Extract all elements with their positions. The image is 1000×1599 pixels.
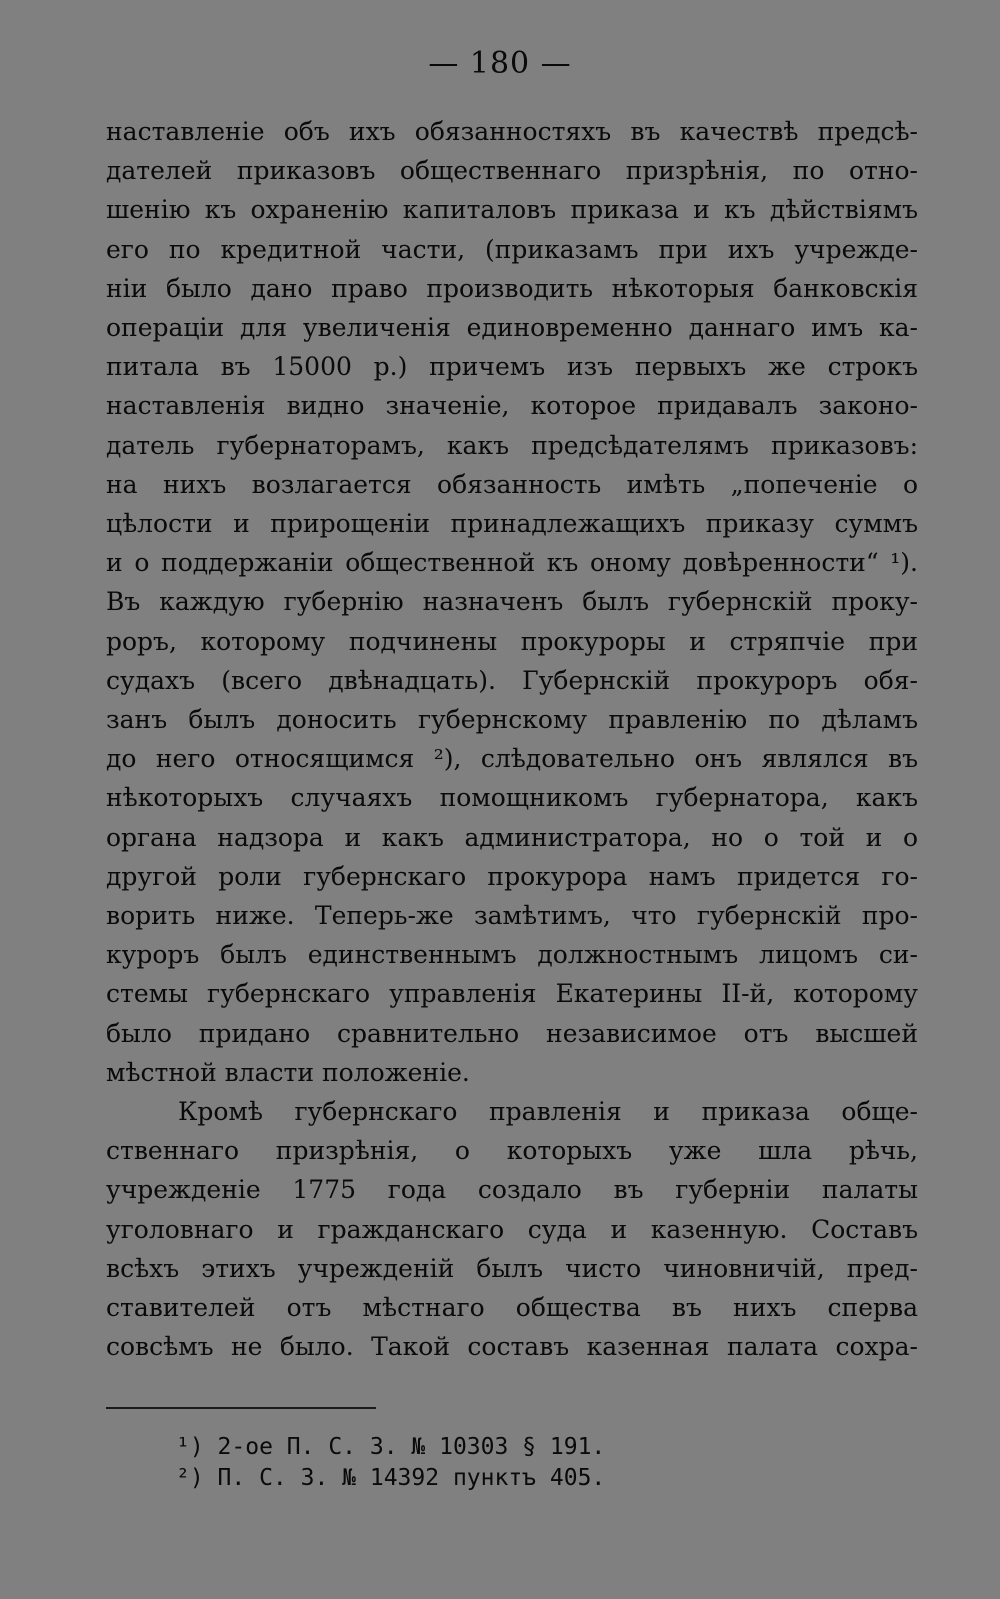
text-line: ніи было дано право производить нѣкоторыя банковскія bbox=[106, 273, 918, 303]
text-line: судахъ (всего двѣнадцать). Губернскій прокуроръ обя- bbox=[106, 665, 918, 695]
text-line: всѣхъ этихъ учрежденій былъ чисто чиновничій, пред- bbox=[106, 1253, 918, 1283]
text-line: цѣлости и прирощеніи принадлежащихъ приказу суммъ bbox=[106, 509, 918, 539]
footnote-divider bbox=[106, 1407, 376, 1409]
paragraph-1 bbox=[106, 112, 918, 1092]
text-line: ворить ниже. Теперь-же замѣтимъ, что губернскій про- bbox=[106, 901, 918, 931]
text-line: мѣстной власти положеніе. bbox=[106, 1057, 470, 1087]
text-line: наставленія видно значеніе, которое придавалъ законо- bbox=[106, 391, 918, 421]
text-line: до него относящимся ²), слѣдовательно онъ являлся въ bbox=[106, 744, 918, 774]
text-line: и о поддержаніи общественной къ оному довѣренности“ ¹). bbox=[106, 548, 918, 578]
text-line: наставленіе объ ихъ обязанностяхъ въ качествѣ предсѣ- bbox=[106, 117, 918, 146]
page-number: — 180 — bbox=[428, 46, 572, 81]
paragraph-2 bbox=[106, 1092, 918, 1366]
text-line: шенію къ охраненію капиталовъ приказа и къ дѣйствіямъ bbox=[106, 195, 918, 225]
text-line: роръ, которому подчинены прокуроры и стряпчіе при bbox=[106, 626, 918, 656]
body-text bbox=[106, 112, 918, 1367]
footnote-2: ²) П. С. З. № 14392 пунктъ 405. bbox=[176, 1465, 606, 1491]
text-line: его по кредитной части, (приказамъ при ихъ учрежде- bbox=[106, 234, 918, 264]
footnote-1: ¹) 2-ое П. С. З. № 10303 § 191. bbox=[176, 1434, 606, 1460]
text-line: датель губернаторамъ, какъ предсѣдателямъ приказовъ: bbox=[106, 430, 918, 460]
text-line: другой роли губернскаго прокурора намъ придется го- bbox=[106, 861, 918, 891]
text-line: совсѣмъ не было. Такой составъ казенная палата сохра- bbox=[106, 1332, 918, 1362]
text-line: дателей приказовъ общественнаго призрѣнія, по отно- bbox=[106, 156, 918, 186]
text-line: нѣкоторыхъ случаяхъ помощникомъ губернатора, какъ bbox=[106, 783, 918, 813]
text-line: Въ каждую губернію назначенъ былъ губернскій проку- bbox=[106, 587, 918, 617]
text-line: на нихъ возлагается обязанность имѣть „попеченіе о bbox=[106, 469, 918, 499]
text-line: операціи для увеличенія единовременно даннаго имъ ка- bbox=[106, 313, 918, 343]
text-line: питала въ 15000 р.) причемъ изъ первыхъ же строкъ bbox=[106, 352, 918, 382]
text-line: Кромѣ губернскаго правленія и приказа обще- bbox=[178, 1097, 918, 1127]
text-line: ставителей отъ мѣстнаго общества въ нихъ сперва bbox=[106, 1293, 918, 1323]
text-line: было придано сравнительно независимое отъ высшей bbox=[106, 1018, 918, 1048]
text-line: стемы губернскаго управленія Екатерины II-й, которому bbox=[106, 979, 918, 1009]
text-line: ственнаго призрѣнія, о которыхъ уже шла рѣчь, bbox=[106, 1136, 918, 1166]
text-line: занъ былъ доносить губернскому правленію по дѣламъ bbox=[106, 705, 918, 735]
footnotes bbox=[176, 1432, 776, 1494]
text-line: уголовнаго и гражданскаго суда и казенную. Составъ bbox=[106, 1214, 918, 1244]
text-line: куроръ былъ единственнымъ должностнымъ лицомъ си- bbox=[106, 940, 918, 970]
text-line: учрежденіе 1775 года создало въ губерніи палаты bbox=[106, 1175, 918, 1205]
text-line: органа надзора и какъ администратора, но о той и о bbox=[106, 822, 918, 852]
